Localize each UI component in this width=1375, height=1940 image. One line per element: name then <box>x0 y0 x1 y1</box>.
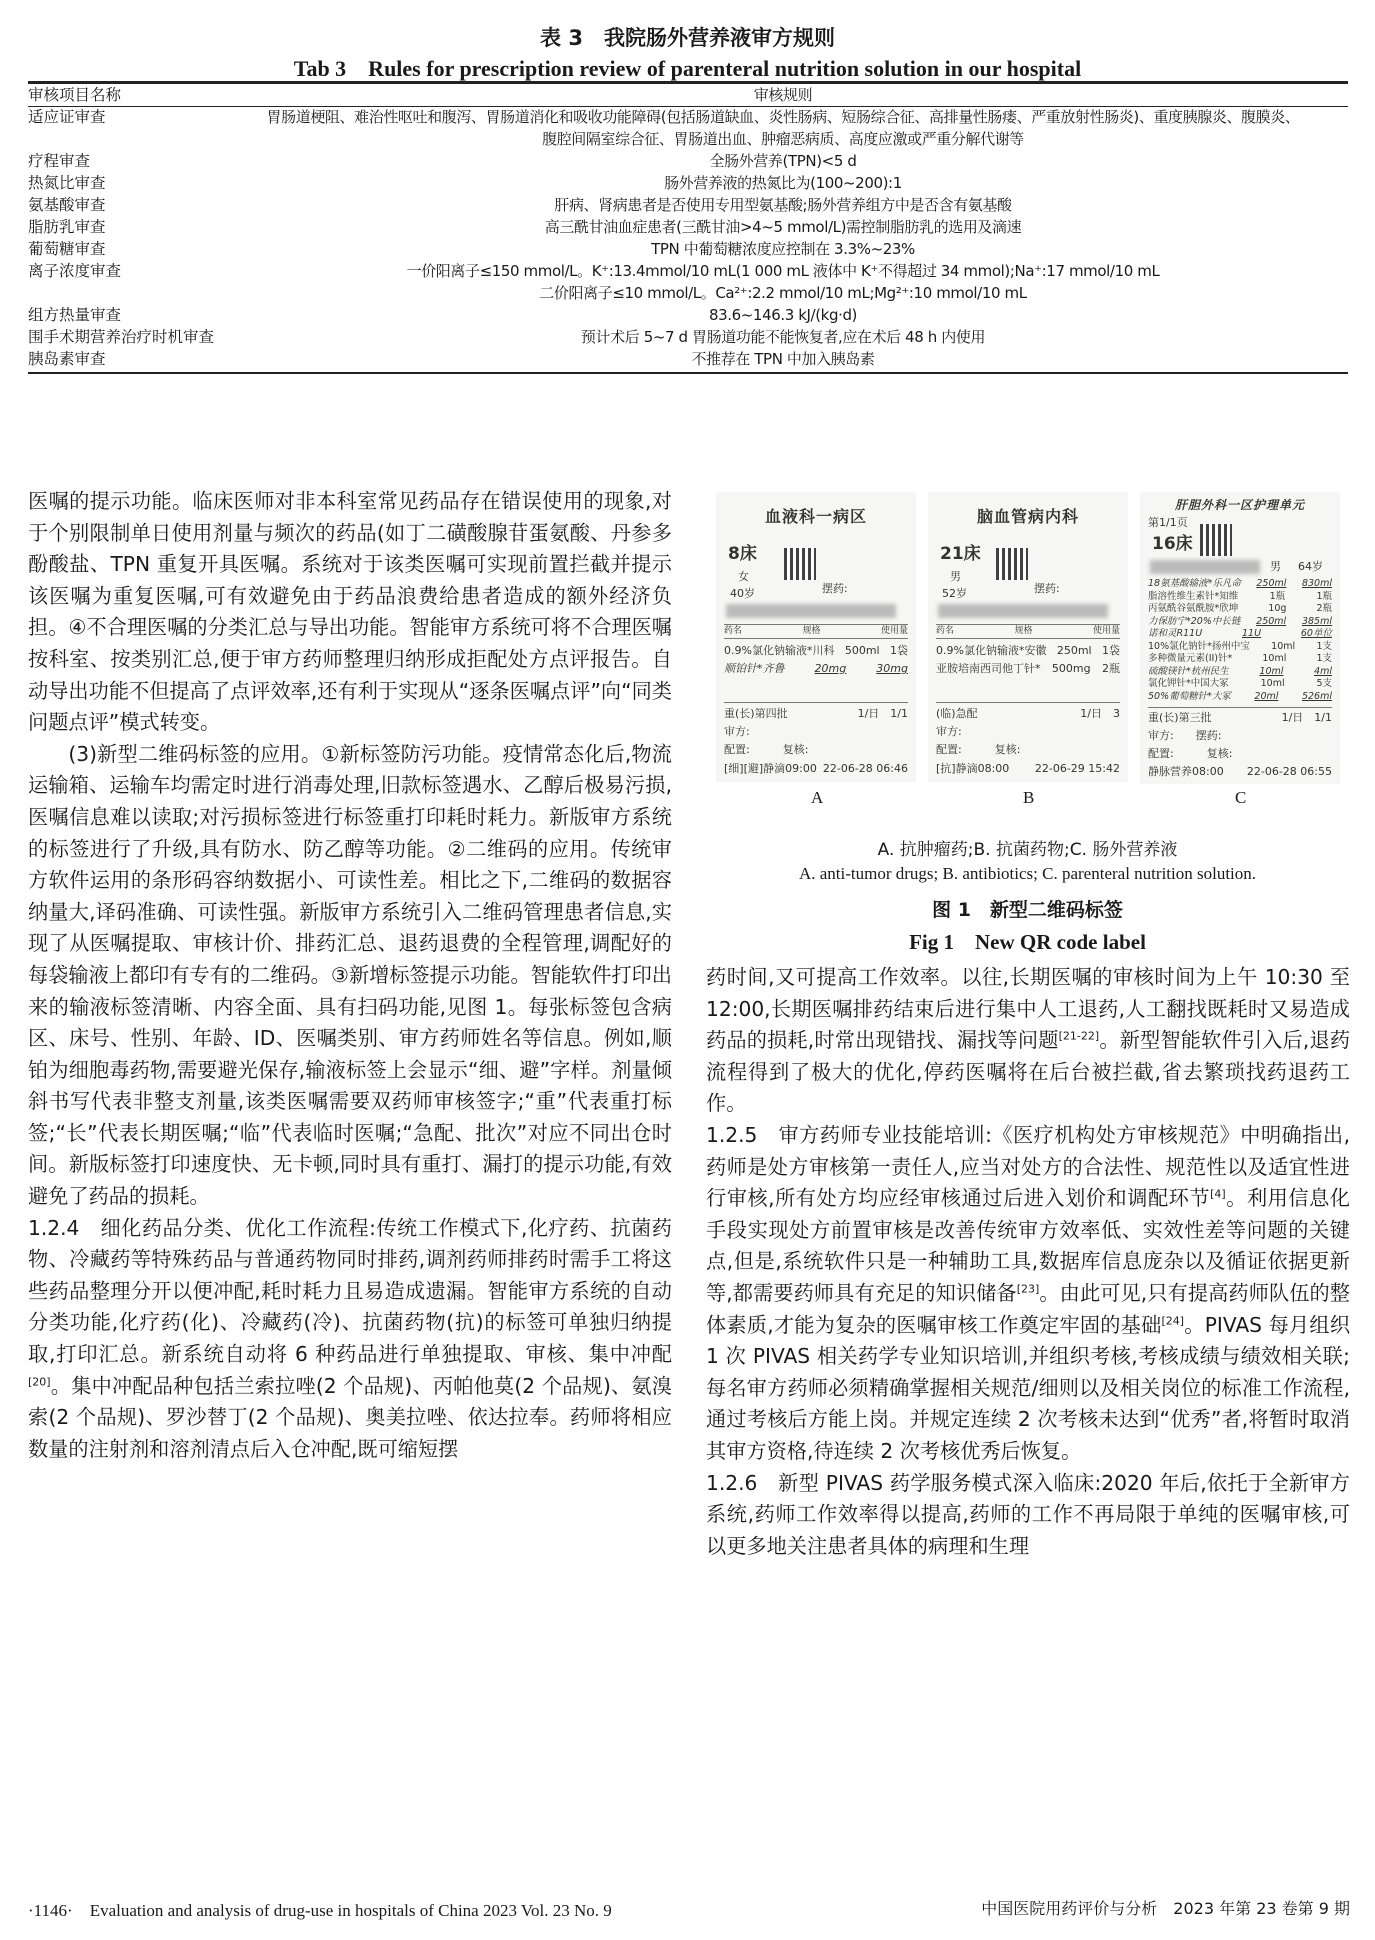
label-drug-row <box>936 644 1120 657</box>
row-rule: 不推荐在 TPN 中加入胰岛素 <box>691 350 875 368</box>
label-route: [抗]静滴08:00 <box>936 762 1010 775</box>
drug-name: 顺铂针*齐鲁 <box>724 662 785 675</box>
label-footer-row <box>936 725 1120 738</box>
label-divider <box>724 702 908 703</box>
table-row <box>28 172 1348 194</box>
drug-qty: 2瓶 <box>1101 662 1120 675</box>
table-row <box>28 238 1348 260</box>
drug-qty: 60单位 <box>1300 628 1332 639</box>
drug-qty: 1袋 <box>1101 644 1120 657</box>
label-ward: 肝胆外科一区护理单元 <box>1174 498 1305 512</box>
table-caption-cn: 表 3 我院肠外营养液审方规则 <box>540 26 835 50</box>
label-footer-row <box>1148 729 1332 742</box>
label-sex: 女 <box>738 570 749 583</box>
label-time: 22-06-28 06:46 <box>822 762 908 775</box>
label-drug-row <box>1148 591 1332 602</box>
drug-name: 丙氨酰谷氨酰胺*欣坤 <box>1148 603 1239 614</box>
label-drug-row <box>724 662 908 675</box>
paragraph-text: 医嘱的提示功能。临床医师对非本科室常见药品存在错误使用的现象,对于个别限制单日使用剂量与频次的药品(如丁二磺酸腺苷蛋氨酸、丹参多酚酸盐、TPN 重复开具医嘱。系统对于该类医嘱可实现前置拦截并提示该医嘱为重复医嘱,可有效避免由于药品浪费给患者造成的额外经济负担。④不合理医嘱的分类汇总与导出功能。智能审方系统可将不合理医嘱按科室、按类别汇总,便于审方药师整理归纳形成拒配处方点评报告。自动导出功能不但提高了点评效率,还有利于实现从“逐条医嘱点评”向“同类问题点评”模式转变。 <box>28 489 672 735</box>
label-footer-row <box>936 762 1120 775</box>
drug-name: 诺和灵R11U <box>1148 628 1203 639</box>
drug-spec: 10ml <box>1260 678 1285 689</box>
label-footer-row <box>936 707 1120 720</box>
label-drug-row <box>936 662 1120 675</box>
qr-code-icon <box>1200 524 1232 556</box>
label-footer-row <box>1148 765 1332 778</box>
row-item-name-empty <box>28 282 218 304</box>
qr-label-card <box>1140 492 1340 784</box>
footer-left: ·1146· Evaluation and analysis of drug-use in hospitals of China 2023 Vol. 23 No. 9 <box>28 1901 612 1920</box>
row-item-name: 围手术期营养治疗时机审查 <box>28 328 215 346</box>
label-col: 药名 <box>936 626 955 636</box>
row-item-name: 离子浓度审查 <box>28 262 122 280</box>
label-config: 配置: 复核: <box>1148 747 1233 760</box>
paragraph <box>706 1468 1350 1563</box>
label-col: 药名 <box>724 626 743 636</box>
drug-qty: 1袋 <box>889 644 908 657</box>
row-rule: 一价阳离子≤150 mmol/L。K⁺:13.4mmol/10 mL(1 000 mL 液体中 K⁺不得超过 34 mmol);Na⁺:17 mmol/10 mL <box>406 262 1160 280</box>
table-row <box>28 194 1348 216</box>
label-footer-row <box>724 743 908 756</box>
label-review: 审方: <box>724 725 750 738</box>
table-caption-en: Tab 3 Rules for prescription review of parenteral nutrition solution in our hospital <box>293 56 1082 81</box>
paragraph-text: 1.2.5 审方药师专业技能培训:《医疗机构处方审核规范》中明确指出,药师是处方审核第一责任人,应当对处方的合法性、规范性以及适宜性进行审核,所有处方均应经审核通过后进入划价和调配环节 <box>706 1122 1350 1211</box>
drug-qty: 385ml <box>1301 615 1332 627</box>
drug-qty: 30mg <box>876 662 908 675</box>
label-col: 规格 <box>1014 626 1033 636</box>
drug-name: 多种微量元素(II)针* <box>1148 653 1233 664</box>
table-row <box>28 348 1348 370</box>
drug-spec: 10ml <box>1259 665 1284 677</box>
row-item-name: 热氮比审查 <box>28 174 106 192</box>
label-age: 64岁 <box>1298 560 1323 573</box>
drug-spec: 250ml <box>1256 578 1287 589</box>
label-drug-row <box>1148 653 1332 664</box>
row-item-name: 胰岛素审查 <box>28 350 106 368</box>
label-drug-row <box>1148 666 1332 677</box>
figure-title-en: Fig 1 New QR code label <box>909 930 1146 954</box>
paragraph-text: 。集中冲配品种包括兰索拉唑(2 个品规)、丙帕他莫(2 个品规)、氨溴索(2 个品规)、罗沙替丁(2 个品规)、奥美拉唑、依达拉奉。药师将相应数量的注射剂和溶剂清点后入仓冲配,既可缩短摆 <box>28 1373 672 1461</box>
drug-spec: 250ml <box>1056 644 1092 657</box>
drug-spec: 1瓶 <box>1269 590 1286 602</box>
drug-qty: 4ml <box>1314 665 1332 677</box>
table-row <box>28 304 1348 326</box>
drug-spec: 500mg <box>1051 662 1091 675</box>
figure-1-qr-labels <box>716 492 1346 807</box>
sub-figure-label: A <box>811 788 824 807</box>
label-col: 使用量 <box>1092 626 1120 636</box>
table-row <box>28 150 1348 172</box>
drug-qty: 2瓶 <box>1316 603 1332 614</box>
drug-qty: 1支 <box>1316 640 1332 652</box>
header-rule: 审核规则 <box>753 86 813 104</box>
qr-code-icon <box>996 548 1028 580</box>
figure-legend-en: A. anti-tumor drugs; B. antibiotics; C. parenteral nutrition solution. <box>798 864 1257 883</box>
row-rule: 预计术后 5~7 d 胃肠道功能不能恢复者,应在术后 48 h 内使用 <box>580 328 986 346</box>
row-rule: 83.6~146.3 kJ/(kg·d) <box>708 306 858 324</box>
label-config: 配置: 复核: <box>936 743 1021 756</box>
paragraph-text: 。PIVAS 每月组织 1 次 PIVAS 相关药学专业知识培训,并组织考核,考核成绩与绩效相关联;每名审方药师必须精确掌握相关规范/细则以及相关岗位的标准工作流程,通过考核后方能上岗。并规定连续 2 次考核未达到“优秀”者,将暂时取消其审方资格,待连续 2 次考核优秀后恢复。 <box>706 1312 1351 1463</box>
paragraph <box>28 1213 672 1466</box>
label-ward: 血液科一病区 <box>764 507 867 526</box>
label-age: 40岁 <box>730 587 755 600</box>
row-item-name: 葡萄糖审查 <box>28 240 106 258</box>
table-row <box>28 260 1348 282</box>
drug-qty: 1瓶 <box>1316 590 1332 602</box>
row-item-name: 脂肪乳审查 <box>28 218 106 236</box>
left-column-body <box>28 486 672 1465</box>
label-drug-row <box>1148 616 1332 627</box>
footer-right: 中国医院用药评价与分析 2023 年第 23 卷第 9 期 <box>981 1899 1350 1918</box>
label-footer-row <box>724 725 908 738</box>
label-route: [细][避]静滴09:00 <box>724 762 817 775</box>
row-rule: 肠外营养液的热氮比为(100~200):1 <box>664 174 902 192</box>
paragraph <box>706 1120 1350 1468</box>
label-bed: 21床 <box>940 544 981 564</box>
label-sex: 男 <box>950 570 961 583</box>
label-batch: 重(长)第三批 <box>1148 711 1212 724</box>
label-freq: 1/日 3 <box>1080 707 1120 720</box>
drug-spec: 250ml <box>1256 615 1287 627</box>
row-item-name: 氨基酸审查 <box>28 196 106 214</box>
label-drug-row <box>1148 641 1332 652</box>
sub-figure-label: C <box>1235 788 1247 807</box>
citation: [4] <box>1210 1187 1226 1201</box>
table-header-row <box>28 84 1348 106</box>
figure-legend-cn: A. 抗肿瘤药;B. 抗菌药物;C. 肠外营养液 <box>877 840 1178 860</box>
label-footer-row <box>1148 711 1332 724</box>
paragraph <box>28 486 672 739</box>
redacted-patient-info <box>938 604 1108 618</box>
drug-qty: 1支 <box>1316 653 1332 664</box>
sub-figure-label: B <box>1023 788 1035 807</box>
table-bottom-rule <box>28 372 1348 374</box>
citation: [24] <box>1161 1313 1185 1327</box>
paragraph-text: 1.2.4 细化药品分类、优化工作流程:传统工作模式下,化疗药、抗菌药物、冷藏药等特殊药品与普通药物同时排药,调剂药师排药时需手工将这些药品整理分开以便冲配,耗时耗力且易造成遗漏。智能审方系统的自动分类功能,化疗药(化)、冷藏药(冷)、抗菌药物(抗)的标签可单独归纳提取,打印汇总。新系统自动将 6 种药品进行单独提取、审核、集中冲配 <box>28 1215 672 1367</box>
paragraph-text: 药时间,又可提高工作效率。以往,长期医嘱的审核时间为上午 10:30 至 12:00,长期医嘱排药结束后进行集中人工退药,人工翻找既耗时又易造成药品的损耗,时常出现错找、漏找等问题 <box>706 965 1350 1053</box>
redacted-patient-info <box>726 604 896 618</box>
drug-name: 18氨基酸输液*乐凡命 <box>1148 578 1241 589</box>
table-row-continued <box>28 282 1348 304</box>
label-footer-row <box>1148 747 1332 760</box>
drug-name: 力保肪宁*20%中长链 <box>1148 615 1241 627</box>
row-rule-continued: 腹腔间隔室综合征、胃肠道出血、肿瘤恶病质、高度应激或严重分解代谢等 <box>542 130 1024 148</box>
drug-qty: 526ml <box>1301 690 1332 702</box>
redacted-patient-info <box>1150 560 1260 574</box>
citation: [21-22] <box>1058 1029 1100 1043</box>
table-row <box>28 106 1348 128</box>
label-review: 审方: 摆药: <box>1148 729 1222 742</box>
label-drug-row <box>724 644 908 657</box>
drug-name: 硫酸镁针*杭州民生 <box>1148 665 1229 677</box>
label-placer: 第1/1页 <box>1148 516 1188 529</box>
row-rule: 高三酰甘油血症患者(三酰甘油>4~5 mmol/L)需控制脂肪乳的选用及滴速 <box>544 218 1022 236</box>
label-age: 52岁 <box>942 587 967 600</box>
drug-spec: 10ml <box>1271 640 1296 652</box>
label-divider <box>936 702 1120 703</box>
drug-spec: 20mg <box>814 662 847 675</box>
label-placer: 摆药: <box>822 582 848 595</box>
drug-name: 10%氯化钠针*扬州中宝 <box>1148 640 1250 652</box>
drug-spec: 10ml <box>1262 653 1287 664</box>
paragraph <box>706 962 1350 1120</box>
label-freq: 1/日 1/1 <box>1281 711 1332 724</box>
label-ward: 脑血管病内科 <box>976 507 1079 526</box>
label-batch: (临)急配 <box>936 707 978 720</box>
drug-name: 脂溶性维生素针*知维 <box>1148 590 1239 602</box>
table-row-continued <box>28 128 1348 150</box>
label-footer-row <box>936 743 1120 756</box>
drug-name: 50%葡萄糖针*大冢 <box>1148 690 1231 702</box>
label-drug-row <box>1148 678 1332 689</box>
table-row <box>28 216 1348 238</box>
figure-title-cn: 图 1 新型二维码标签 <box>932 899 1123 921</box>
right-column-body <box>706 962 1350 1562</box>
label-freq: 1/日 1/1 <box>857 707 908 720</box>
row-rule: TPN 中葡萄糖浓度应控制在 3.3%~23% <box>651 240 915 258</box>
paragraph-text: 。由此可见,只有提高药师队伍的整体素质,才能为复杂的医嘱审核工作奠定牢固的基础 <box>706 1280 1350 1337</box>
label-drug-row <box>1148 691 1332 702</box>
qr-code-icon <box>784 548 816 580</box>
label-col: 规格 <box>802 626 821 636</box>
label-bed: 16床 <box>1152 534 1193 554</box>
drug-spec: 20ml <box>1254 690 1279 702</box>
label-column-header <box>724 624 908 639</box>
label-time: 22-06-29 15:42 <box>1034 762 1120 775</box>
drug-name: 氯化钾针*中国大冢 <box>1148 678 1229 689</box>
table-row <box>28 326 1348 348</box>
drug-name: 0.9%氯化钠输液*安徽 <box>936 644 1047 657</box>
row-rule: 全肠外营养(TPN)<5 d <box>709 152 857 170</box>
label-footer-row <box>724 762 908 775</box>
row-rule-continued: 二价阳离子≤10 mmol/L。Ca²⁺:2.2 mmol/10 mL;Mg²⁺:10 mmol/10 mL <box>539 284 1027 302</box>
label-sex: 男 <box>1270 560 1281 573</box>
label-footer-row <box>724 707 908 720</box>
drug-spec: 500ml <box>844 644 880 657</box>
drug-spec: 10g <box>1268 603 1287 614</box>
qr-label-card <box>928 492 1128 782</box>
label-bed: 8床 <box>728 544 757 564</box>
label-divider <box>1148 707 1332 708</box>
label-drug-row <box>1148 603 1332 614</box>
citation: [23] <box>1016 1282 1040 1296</box>
label-batch: 重(长)第四批 <box>724 707 788 720</box>
paragraph-text: 。新型智能软件引入后,退药流程得到了极大的优化,停药医嘱将在后台被拦截,省去繁琐找药退药工作。 <box>706 1028 1351 1116</box>
drug-qty: 830ml <box>1301 578 1332 589</box>
paragraph-text: 。利用信息化手段实现处方前置审核是改善传统审方效率低、实效性差等问题的关键点,但是,系统软件只是一种辅助工具,数据库信息庞杂以及循证依据更新等,都需要药师具有充足的知识储备 <box>706 1186 1350 1305</box>
row-rule: 肝病、肾病患者是否使用专用型氨基酸;肠外营养组方中是否含有氨基酸 <box>554 196 1012 214</box>
paragraph <box>28 739 672 1213</box>
label-placer: 摆药: <box>1034 582 1060 595</box>
rules-table <box>28 84 1348 370</box>
drug-name: 亚胺培南西司他丁针* <box>936 662 1041 675</box>
row-rule: 胃肠道梗阻、难治性呕吐和腹泻、胃肠道消化和吸收功能障碍(包括肠道缺血、炎性肠病、短肠综合征、高排量性肠瘘、严重放射性肠炎)、重度胰腺炎、腹膜炎、 <box>266 108 1300 126</box>
label-column-header <box>936 624 1120 639</box>
header-item-name: 审核项目名称 <box>28 86 122 104</box>
label-time: 22-06-28 06:55 <box>1246 765 1332 778</box>
drug-qty: 5支 <box>1316 678 1332 689</box>
citation: [20] <box>28 1374 51 1388</box>
row-item-name: 组方热量审查 <box>28 306 122 324</box>
paragraph-text: 1.2.6 新型 PIVAS 药学服务模式深入临床:2020 年后,依托于全新审方系统,药师工作效率得以提高,药师的工作不再局限于单纯的医嘱审核,可以更多地关注患者具体的病理和生理 <box>706 1470 1350 1558</box>
label-drug-row <box>1148 578 1332 589</box>
label-drug-row <box>1148 628 1332 639</box>
drug-name: 0.9%氯化钠输液*川科 <box>724 644 835 657</box>
row-item-name: 适应证审查 <box>28 108 106 126</box>
row-item-name: 疗程审查 <box>28 152 91 170</box>
qr-label-card <box>716 492 916 782</box>
paragraph-text: (3)新型二维码标签的应用。①新标签防污功能。疫情常态化后,物流运输箱、运输车均需定时进行消毒处理,旧款标签遇水、乙醇后极易污损,医嘱信息难以读取;对污损标签进行标签重打印耗时耗力。新版审方系统的标签进行了升级,具有防水、防乙醇等功能。②二维码的应用。传统审方软件运用的条形码容纳数据小、可读性差。相比之下,二维码的数据容纳量大,译码准确、可读性强。新版审方系统引入二维码管理患者信息,实现了从医嘱提取、审核计价、排药汇总、退药退费的全程管理,调配好的每袋输液上都印有专有的二维码。③新增标签提示功能。智能软件打印出来的输液标签清晰、内容全面、具有扫码功能,见图 1。每张标签包含病区、床号、性别、年龄、ID、医嘱类别、审方药师姓名等信息。例如,顺铂为细胞毒药物,需要避光保存,输液标签上会显示“细、避”字样。剂量倾斜书写代表非整支剂量,该类医嘱需要双药师审核签字;“重”代表重打标签;“长”代表长期医嘱;“临”代表临时医嘱;“急配、批次”对应不同出仓时间。新版标签打印速度快、无卡顿,同时具有重打、漏打的提示功能,有效避免了药品的损耗。 <box>28 741 672 1209</box>
label-config: 配置: 复核: <box>724 743 809 756</box>
label-route: 静脉营养08:00 <box>1148 765 1224 778</box>
label-col: 使用量 <box>880 626 908 636</box>
label-review: 审方: <box>936 725 962 738</box>
row-item-name-empty <box>28 128 218 150</box>
drug-spec: 11U <box>1242 628 1262 639</box>
